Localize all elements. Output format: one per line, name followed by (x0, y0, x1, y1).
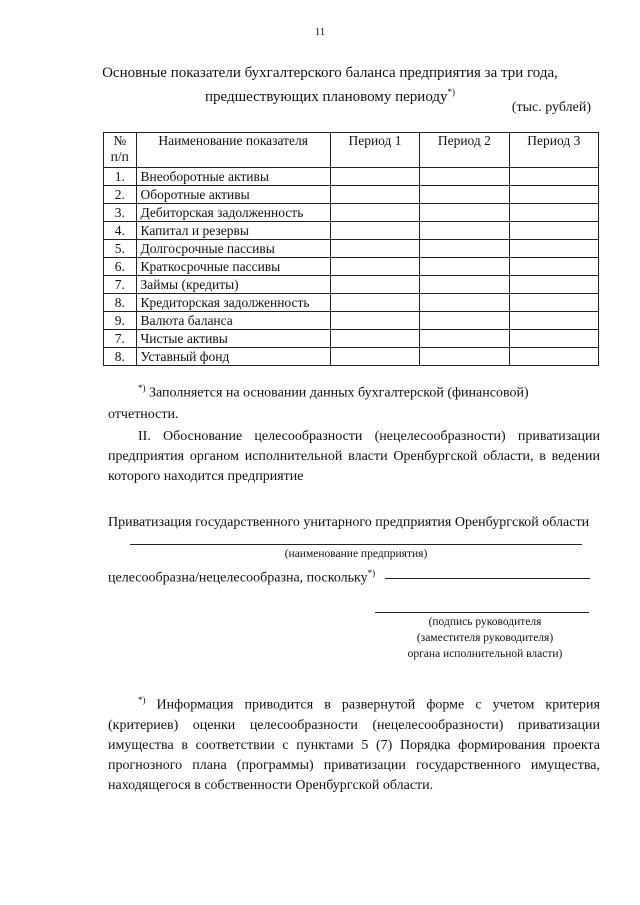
row-indicator-name: Займы (кредиты) (136, 276, 330, 294)
title-line-1: Основные показатели бухгалтерского баланса предприятия за три года, (102, 65, 558, 81)
row-number: 7. (104, 276, 137, 294)
row-period-1-cell[interactable] (330, 312, 419, 330)
row-number: 1. (104, 168, 137, 186)
row-period-1-cell[interactable] (330, 348, 419, 366)
row-period-1-cell[interactable] (330, 186, 419, 204)
row-number: 4. (104, 222, 137, 240)
row-period-2-cell[interactable] (420, 312, 509, 330)
row-number: 5. (104, 240, 137, 258)
row-period-2-cell[interactable] (420, 186, 509, 204)
row-period-2-cell[interactable] (420, 348, 509, 366)
row-period-3-cell[interactable] (509, 312, 598, 330)
balance-table (103, 132, 599, 366)
row-period-3-cell[interactable] (509, 222, 598, 240)
table-note (108, 378, 600, 425)
row-number: 7. (104, 330, 137, 348)
row-period-1-cell[interactable] (330, 168, 419, 186)
col-header-num: № п/п (104, 133, 137, 168)
table-row (104, 204, 599, 222)
privatization-line-3 (108, 563, 375, 589)
table-row (104, 258, 599, 276)
footnote-marker: *) (138, 695, 146, 705)
row-period-1-cell[interactable] (330, 294, 419, 312)
signature-caption-line-2: (заместителя руководителя) (416, 632, 554, 644)
row-number: 8. (104, 294, 137, 312)
table-row (104, 330, 599, 348)
page-number: 11 (314, 26, 326, 38)
row-number: 9. (104, 312, 137, 330)
row-indicator-name: Капитал и резервы (136, 222, 330, 240)
note-text: Заполняется на основании данных бухгалтерской (финансовой) отчетности. (108, 385, 529, 422)
signature-caption-line-1: (подпись руководителя (428, 616, 542, 628)
row-period-2-cell[interactable] (420, 222, 509, 240)
row-number: 6. (104, 258, 137, 276)
col-header-period-1: Период 1 (330, 133, 419, 168)
row-period-1-cell[interactable] (330, 222, 419, 240)
row-period-3-cell[interactable] (509, 348, 598, 366)
table-row (104, 186, 599, 204)
reason-field[interactable] (385, 578, 590, 579)
signature-caption-line-3: органа исполнительной власти) (407, 648, 563, 660)
table-row (104, 168, 599, 186)
row-period-1-cell[interactable] (330, 276, 419, 294)
table-row (104, 312, 599, 330)
row-period-2-cell[interactable] (420, 204, 509, 222)
privatization-line-3-text: целесообразна/нецелесообразна, поскольку (108, 570, 368, 586)
row-period-3-cell[interactable] (509, 330, 598, 348)
col-header-period-2: Период 2 (420, 133, 509, 168)
table-row (104, 240, 599, 258)
units-label: (тыс. рублей) (511, 100, 591, 115)
row-period-3-cell[interactable] (509, 258, 598, 276)
col-header-name: Наименование показателя (136, 133, 330, 168)
row-indicator-name: Валюта баланса (136, 312, 330, 330)
row-period-1-cell[interactable] (330, 204, 419, 222)
enterprise-name-caption: (наименование предприятия) (284, 548, 428, 560)
row-period-3-cell[interactable] (509, 168, 598, 186)
row-indicator-name: Кредиторская задолженность (136, 294, 330, 312)
row-period-1-cell[interactable] (330, 330, 419, 348)
table-row (104, 276, 599, 294)
row-indicator-name: Дебиторская задолженность (136, 204, 330, 222)
row-period-3-cell[interactable] (509, 276, 598, 294)
note-marker: *) (138, 383, 146, 393)
enterprise-name-field[interactable] (130, 544, 582, 545)
row-period-2-cell[interactable] (420, 276, 509, 294)
signature-caption (380, 614, 590, 662)
table-row (104, 294, 599, 312)
section-2-heading: II. Обоснование целесообразности (нецелесообразности) приватизации предприятия органом исполнительной власти Оренбургской области, в ведении которого находится предприятие (108, 429, 600, 484)
title-marker: *) (447, 87, 456, 97)
row-indicator-name: Уставный фонд (136, 348, 330, 366)
table-row (104, 348, 599, 366)
row-indicator-name: Чистые активы (136, 330, 330, 348)
privatization-block (108, 513, 600, 533)
row-period-2-cell[interactable] (420, 168, 509, 186)
table-row (104, 222, 599, 240)
privatization-line-1: Приватизация государственного унитарного предприятия Оренбургской области (108, 515, 590, 530)
table-header-row (104, 133, 599, 168)
row-period-2-cell[interactable] (420, 294, 509, 312)
row-number: 2. (104, 186, 137, 204)
col-header-period-3: Период 3 (509, 133, 598, 168)
row-period-3-cell[interactable] (509, 294, 598, 312)
row-period-2-cell[interactable] (420, 240, 509, 258)
row-indicator-name: Краткосрочные пассивы (136, 258, 330, 276)
row-period-3-cell[interactable] (509, 204, 598, 222)
row-period-1-cell[interactable] (330, 258, 419, 276)
signature-field[interactable] (375, 612, 589, 613)
row-number: 3. (104, 204, 137, 222)
privatization-marker: *) (367, 568, 376, 578)
row-period-2-cell[interactable] (420, 258, 509, 276)
footnote (108, 690, 600, 796)
title-line-2-text: предшествующих плановому периоду (204, 89, 448, 105)
row-indicator-name: Внеоборотные активы (136, 168, 330, 186)
footnote-text: Информация приводится в развернутой форме с учетом критерия (критериев) оценки целесообразности (нецелесообразности) приватизации имущества в соответствии с пунктами 5 (7) Порядка формирования проекта прогнозного плана (программы) приватизации государственного имущества, находящегося в собственности Оренбургской области. (108, 697, 600, 793)
row-indicator-name: Долгосрочные пассивы (136, 240, 330, 258)
row-period-3-cell[interactable] (509, 240, 598, 258)
row-period-1-cell[interactable] (330, 240, 419, 258)
row-period-2-cell[interactable] (420, 330, 509, 348)
row-period-3-cell[interactable] (509, 186, 598, 204)
row-indicator-name: Оборотные активы (136, 186, 330, 204)
row-number: 8. (104, 348, 137, 366)
